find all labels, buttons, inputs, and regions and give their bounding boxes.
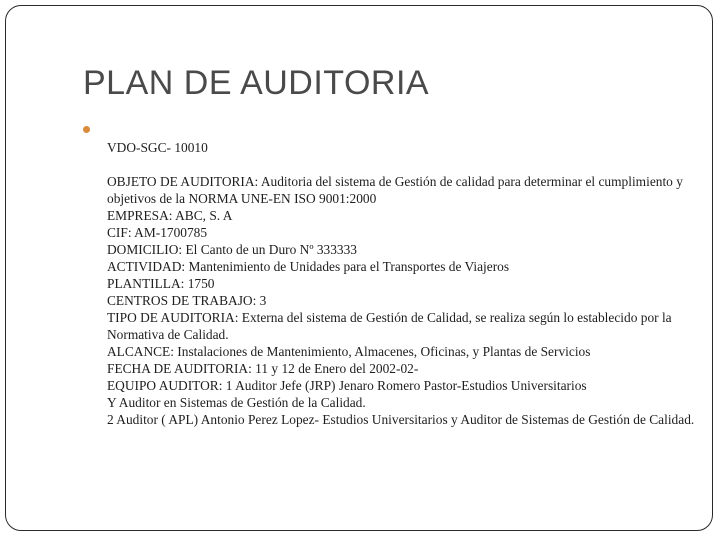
actividad-line: ACTIVIDAD: Mantenimiento de Unidades para el Transportes de Viajeros: [107, 259, 510, 274]
cif-line: CIF: AM-1700785: [107, 225, 208, 240]
fecha-line: FECHA DE AUDITORIA: 11 y 12 de Enero del 2002-02-: [107, 361, 419, 376]
auditor-line: Y Auditor en Sistemas de Gestión de la Calidad.: [107, 395, 366, 410]
centros-line: CENTROS DE TRABAJO: 3: [107, 293, 267, 308]
document-code: VDO-SGC- 10010: [107, 140, 208, 155]
slide-body: [107, 139, 697, 428]
bullet-icon: [83, 126, 90, 133]
objeto-line: OBJETO DE AUDITORIA: Auditoria del sistema de Gestión de calidad para determinar el cumplimiento y objetivos de la NORMA UNE-EN ISO 9001:2000: [107, 174, 683, 206]
auditor2-line: 2 Auditor ( APL) Antonio Perez Lopez- Estudios Universitarios y Auditor de Sistemas de Gestión de Calidad.: [107, 412, 695, 427]
domicilio-line: DOMICILIO: El Canto de un Duro Nº 333333: [107, 242, 357, 257]
empresa-line: EMPRESA: ABC, S. A: [107, 208, 233, 223]
tipo-line: TIPO DE AUDITORIA: Externa del sistema de Gestión de Calidad, se realiza según lo establecido por la Normativa de Calidad.: [107, 310, 672, 342]
equipo-line: EQUIPO AUDITOR: 1 Auditor Jefe (JRP) Jenaro Romero Pastor-Estudios Universitarios: [107, 378, 587, 393]
alcance-line: ALCANCE: Instalaciones de Mantenimiento, Almacenes, Oficinas, y Plantas de Servicios: [107, 344, 591, 359]
slide-title: PLAN DE AUDITORIA: [83, 64, 430, 102]
plantilla-line: PLANTILLA: 1750: [107, 276, 215, 291]
slide: [5, 5, 713, 531]
